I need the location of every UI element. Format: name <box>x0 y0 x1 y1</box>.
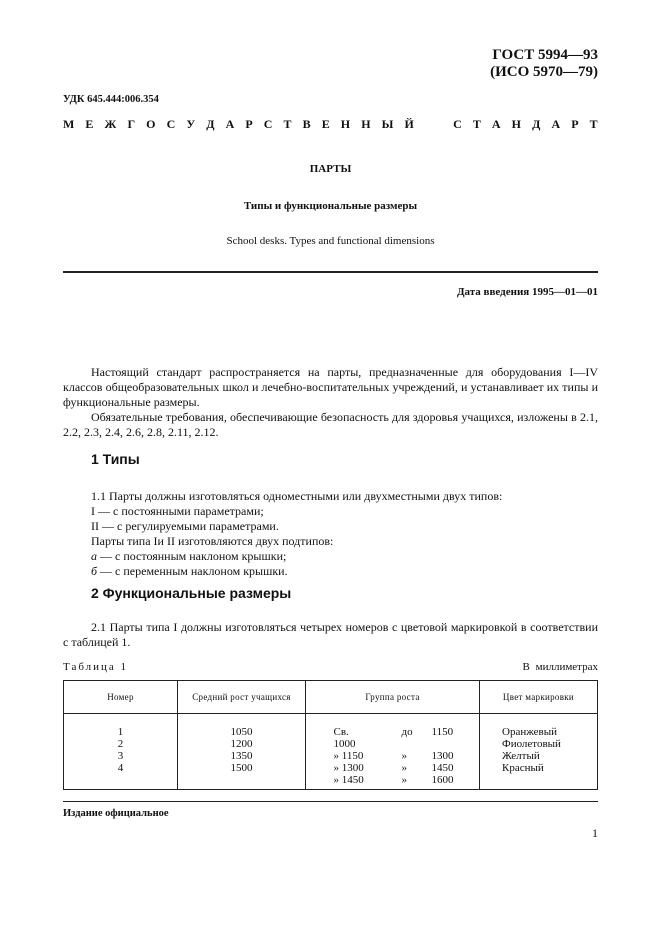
subtype-b: б — с переменным наклоном крышки. <box>91 564 288 578</box>
range-part: Св. 1000 <box>333 726 356 750</box>
range-part: » <box>401 774 407 786</box>
banner-letter: Т <box>589 117 598 131</box>
types-intro: 1.1 Парты должны изготовляться одноместными или двухместными двух типов: <box>91 489 503 503</box>
interstate-standard-banner <box>63 117 598 132</box>
range-spacer <box>374 774 402 786</box>
banner-letter: Е <box>321 117 330 131</box>
row-marking-color: Оранжевый <box>502 726 558 738</box>
banner-letter: А <box>225 117 235 131</box>
subtype-a: а — с постоянным наклоном крышки; <box>91 549 287 563</box>
document-subtitle: Типы и функциональные размеры <box>243 200 418 212</box>
banner-letter: М <box>63 117 75 131</box>
table-units: В миллиметрах <box>522 661 598 673</box>
intro-date: Дата введения 1995—01—01 <box>456 286 598 298</box>
range-part: 1600 <box>431 774 454 786</box>
section-1-body <box>63 489 598 579</box>
row-number: 3 <box>117 750 124 762</box>
banner-letter: Т <box>472 117 481 131</box>
col-marking-color: Цвет маркировки <box>480 681 598 714</box>
banner-letter: Н <box>340 117 351 131</box>
row-number: 1 <box>117 726 124 738</box>
banner-letter: Р <box>571 117 579 131</box>
banner-letter: Г <box>127 117 136 131</box>
range-part: » 1450 <box>333 774 364 786</box>
range-part: 1150 <box>431 726 454 738</box>
table-caption: Таблица 1 <box>63 661 129 673</box>
banner-letter: А <box>491 117 501 131</box>
range-spacer <box>374 726 402 750</box>
banner-letter: Е <box>85 117 94 131</box>
banner-letter: Д <box>206 117 215 131</box>
table-body-row <box>64 714 598 790</box>
height-group-range <box>307 774 478 786</box>
banner-letter: Н <box>361 117 371 131</box>
section-2-body <box>63 620 598 650</box>
row-marking-color: Желтый <box>502 750 540 762</box>
range-part: » 1150 <box>333 750 364 762</box>
col-number: Номер <box>64 681 178 714</box>
range-spacer <box>374 750 402 762</box>
color-cell <box>480 714 598 790</box>
height-group-range <box>307 762 478 774</box>
banner-letter: В <box>302 117 311 131</box>
type-2: II — с регулируемыми параметрами. <box>91 519 279 533</box>
row-average-height: 1200 <box>230 738 253 750</box>
standard-code: ГОСТ 5994—93 <box>492 47 598 63</box>
document-title: ПАРТЫ <box>309 163 352 175</box>
height-group-range <box>307 750 478 762</box>
intro-text <box>63 365 598 440</box>
banner-letter: С <box>166 117 176 131</box>
banner-letter: Ж <box>104 117 117 131</box>
type-1: I — с постоянными параметрами; <box>91 504 264 518</box>
range-part: » <box>401 750 407 762</box>
footer-divider <box>63 801 598 802</box>
row-number: 4 <box>117 762 124 774</box>
range-part: 1450 <box>431 762 454 774</box>
banner-letter: Т <box>283 117 292 131</box>
range-part: » 1300 <box>333 762 364 774</box>
row-marking-color: Фиолетовый <box>502 738 561 750</box>
range-spacer <box>374 762 402 774</box>
row-average-height: 1500 <box>230 762 253 774</box>
banner-letter: Р <box>245 117 253 131</box>
intro-paragraph-1: Настоящий стандарт распространяется на парты, предназначенные для оборудования I—IV классов общеобразовательных школ и лечебно-воспитательных учреждений, и устанавливает их типы и функциональные размеры. <box>63 365 598 409</box>
subtypes-intro: Парты типа Iи II изготовляются двух подтипов: <box>91 534 334 548</box>
section-2-heading: 2 Функциональные размеры <box>91 585 292 601</box>
banner-letter: С <box>453 117 462 131</box>
title-divider <box>63 271 598 273</box>
banner-letter: Ы <box>381 117 394 131</box>
height-group-range <box>307 726 478 750</box>
udk-code: УДК 645.444:006.354 <box>63 94 159 105</box>
banner-letter: У <box>186 117 196 131</box>
page-number: 1 <box>592 826 598 840</box>
range-part: до <box>401 726 413 738</box>
col-average-height: Средний рост учащихся <box>178 681 306 714</box>
banner-gap <box>439 117 442 132</box>
banner-letter: А <box>551 117 561 131</box>
number-cell <box>64 714 178 790</box>
row-average-height: 1350 <box>230 750 253 762</box>
banner-letter: О <box>146 117 156 131</box>
row-marking-color: Красный <box>502 762 544 774</box>
height-cell <box>178 714 306 790</box>
english-title: School desks. Types and functional dimensions <box>226 235 435 247</box>
section-1-heading: 1 Типы <box>91 451 140 467</box>
edition-note: Издание официальное <box>63 808 169 819</box>
banner-letter: Й <box>404 117 414 131</box>
iso-code: (ИСО 5970—79) <box>490 64 598 80</box>
intro-paragraph-2: Обязательные требования, обеспечивающие безопасность для здоровья учащихся, изложены в 2.1, 2.2, 2.3, 2.4, 2.6, 2.8, 2.11, 2.12. <box>63 410 598 439</box>
clause-2-1: 2.1 Парты типа I должны изготовляться четырех номеров с цветовой маркировкой в соответствии с таблицей 1. <box>63 620 598 649</box>
sizes-table <box>63 680 598 790</box>
row-average-height: 1050 <box>230 726 253 738</box>
banner-letter: Д <box>532 117 541 131</box>
range-part: » <box>401 762 407 774</box>
col-height-group: Группа роста <box>306 681 480 714</box>
group-cell <box>306 714 480 790</box>
banner-gap <box>425 117 428 132</box>
table-header-row <box>64 681 598 714</box>
range-part: 1300 <box>431 750 454 762</box>
row-number: 2 <box>117 738 124 750</box>
banner-letter: С <box>263 117 273 131</box>
banner-letter: Н <box>511 117 522 131</box>
